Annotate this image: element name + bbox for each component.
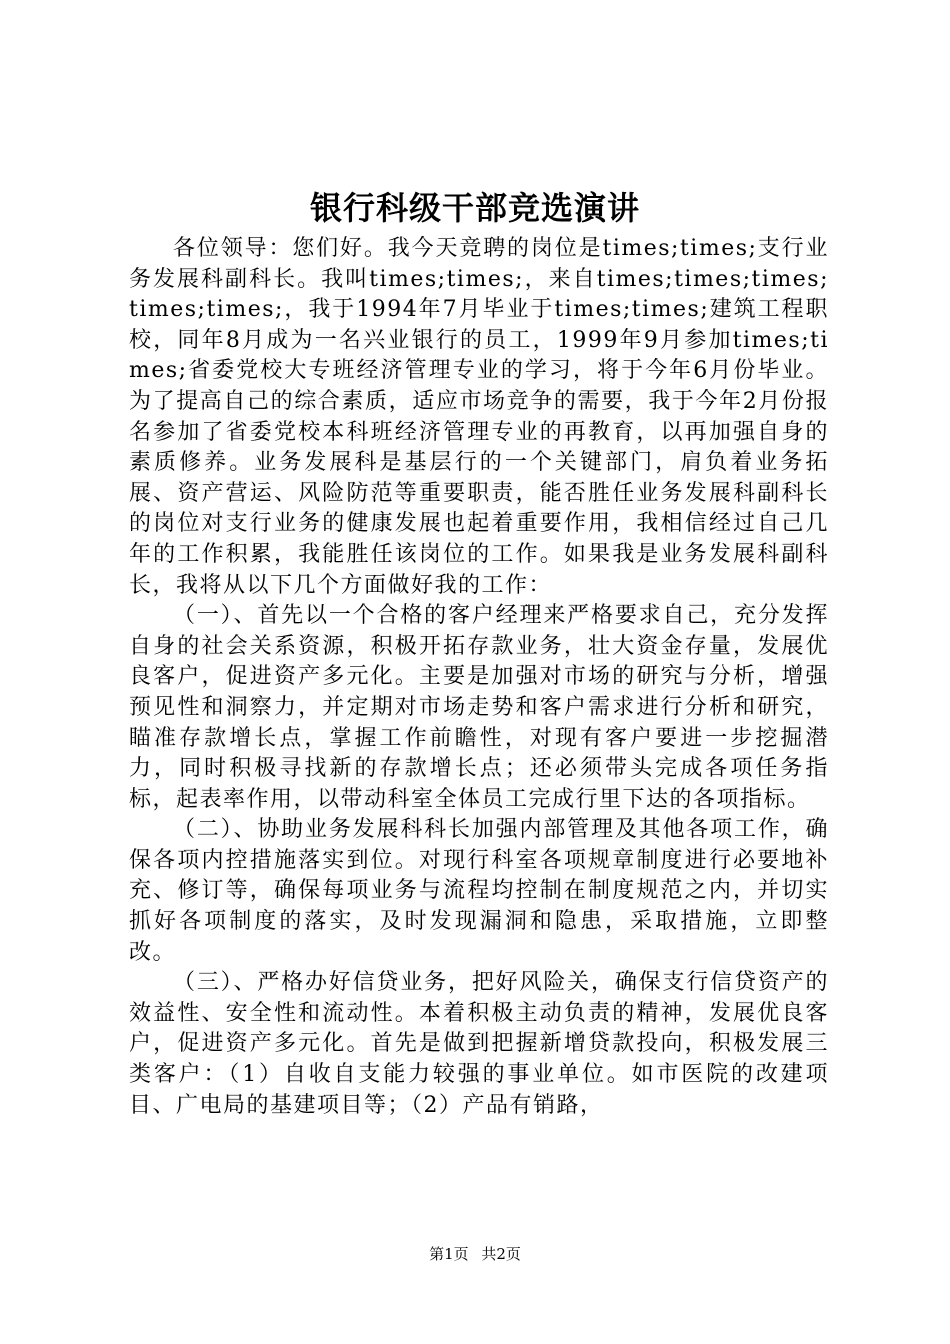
paragraph-point-3: （三）、严格办好信贷业务，把好风险关，确保支行信贷资产的效益性、安全性和流动性。本着积极主动负责的精神，发展优良客户，促进资产多元化。首先是做到把握新增贷款投向，积极发展三类客户：（1）自收自支能力较强的事业单位。如市医院的改建项目、广电局的基建项目等；（2）产品有销路，: [129, 970, 829, 1118]
page-number-total: 共2页: [481, 1245, 521, 1263]
document-body: [129, 234, 829, 1121]
document-title: 银行科级干部竞选演讲: [309, 189, 640, 227]
paragraph-point-2: （二）、协助业务发展科科长加强内部管理及其他各项工作，确保各项内控措施落实到位。对现行科室各项规章制度进行必要地补充、修订等，确保每项业务与流程均控制在制度规范之内，并切实抓好各项制度的落实，及时发现漏洞和隐患，采取措施，立即整改。: [129, 817, 829, 965]
page-footer: [0, 1244, 950, 1264]
page-number-current: 第1页: [429, 1245, 469, 1263]
paragraph-point-1: （一）、首先以一个合格的客户经理来严格要求自己，充分发挥自身的社会关系资源，积极开拓存款业务，壮大资金存量，发展优良客户，促进资产多元化。主要是加强对市场的研究与分析，增强预见性和洞察力，并定期对市场走势和客户需求进行分析和研究，瞄准存款增长点，掌握工作前瞻性，对现有客户要进一步挖掘潜力，同时积极寻找新的存款增长点；还必须带头完成各项任务指标，起表率作用，以带动科室全体员工完成行里下达的各项指标。: [129, 603, 829, 812]
paragraph-intro: 各位领导：您们好。我今天竞聘的岗位是times;times;支行业务发展科副科长。我叫times;times;，来自times;times;times;times;times;，我于1994年7月毕业于times;times;建筑工程职校，同年8月成为一名兴业银行的员工，1999年9月参加times;times;省委党校大专班经济管理专业的学习，将于今年6月份毕业。为了提高自己的综合素质，适应市场竞争的需要，我于今年2月份报名参加了省委党校本科班经济管理专业的再教育，以再加强自身的素质修养。业务发展科是基层行的一个关键部门，肩负着业务拓展、资产营运、风险防范等重要职责，能否胜任业务发展科副科长的岗位对支行业务的健康发展也起着重要作用，我相信经过自己几年的工作积累，我能胜任该岗位的工作。如果我是业务发展科副科长，我将从以下几个方面做好我的工作：: [129, 236, 829, 598]
